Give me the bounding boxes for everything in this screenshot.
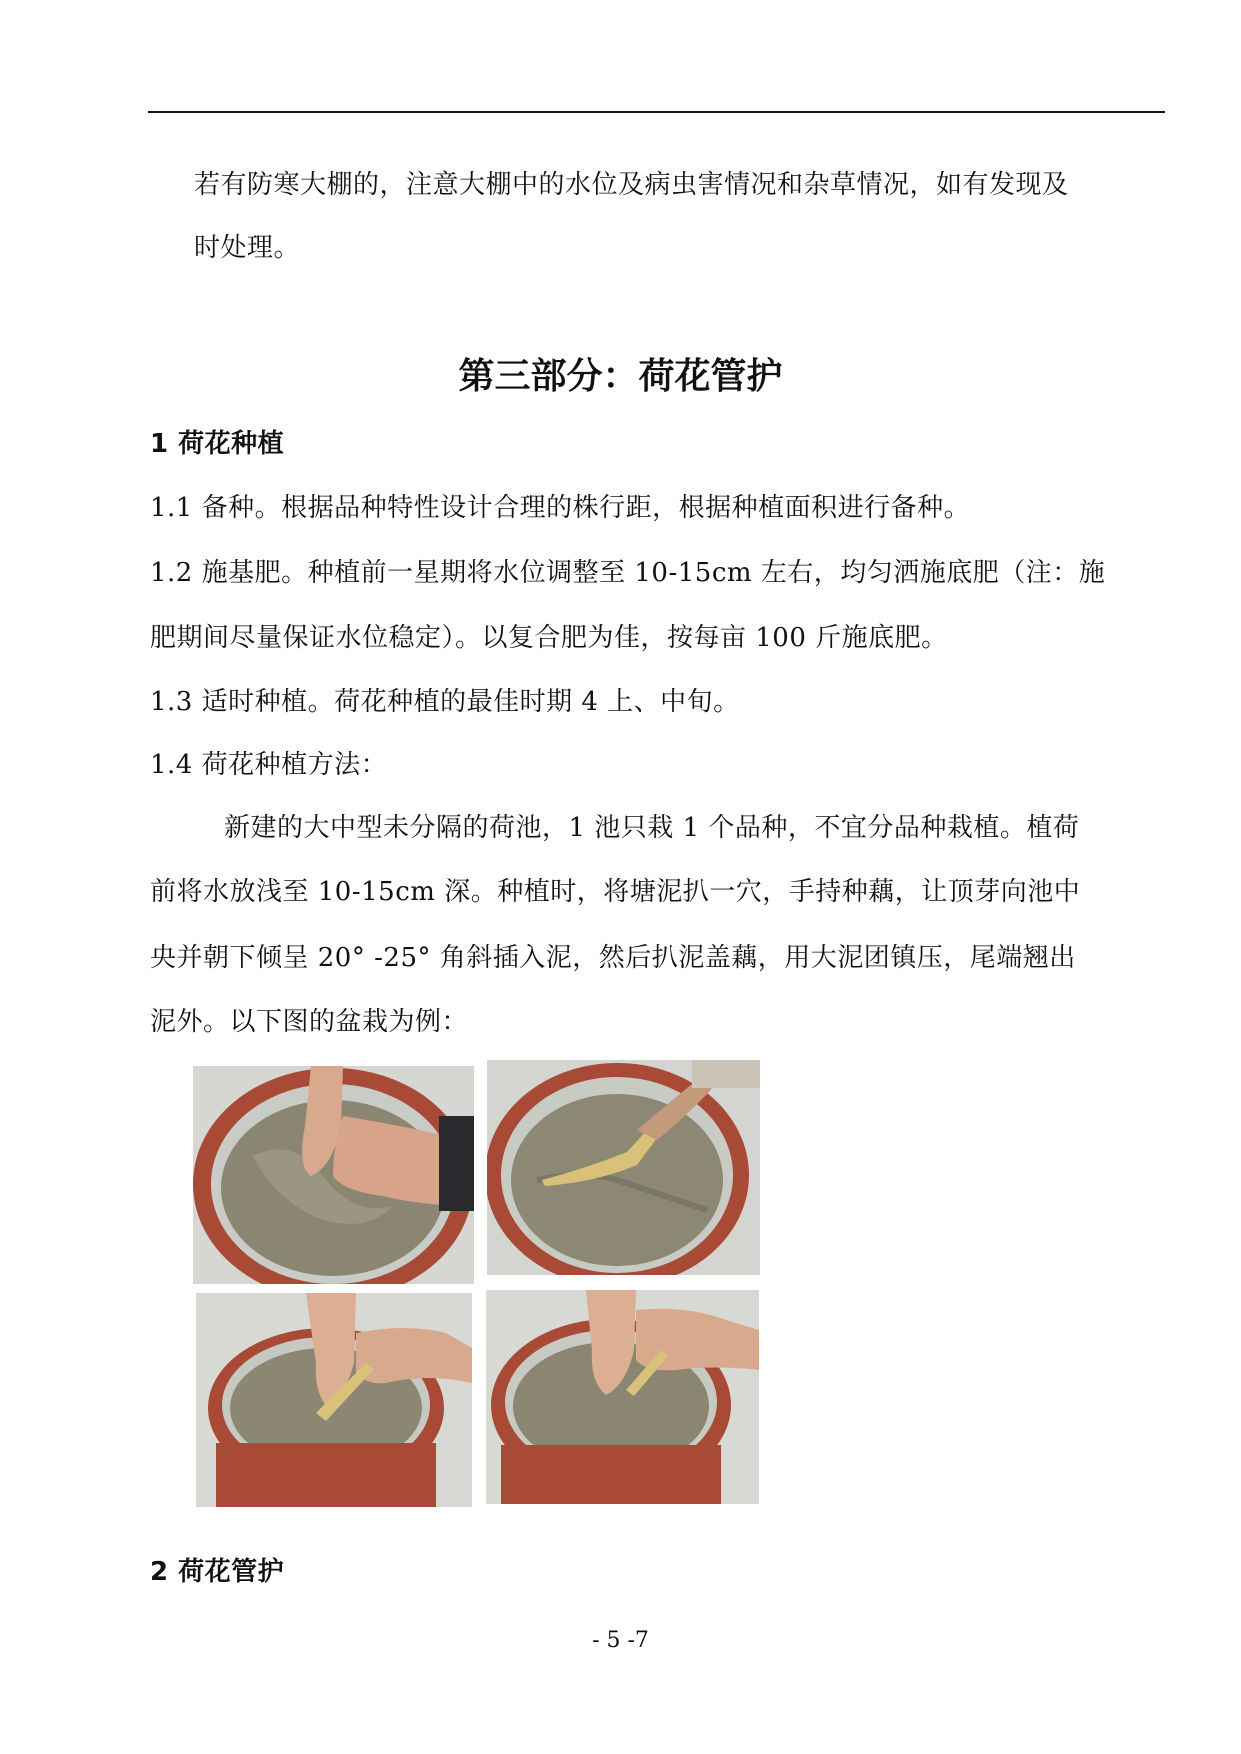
part-title: 第三部分：荷花管护 [458, 356, 783, 397]
method-line-3: 央并朝下倾呈 20° -25° 角斜插入泥，然后扒泥盖藕，用大泥团镇压，尾端翘出 [150, 943, 1076, 973]
photo-pressing-mud [193, 1066, 474, 1284]
photo-covering-lotus-root [486, 1290, 759, 1504]
method-line-4: 泥外。以下图的盆栽为例： [150, 1007, 469, 1037]
section-1-heading: 1 荷花种植 [150, 429, 285, 459]
item-1-4: 1.4 荷花种植方法： [150, 750, 388, 780]
photo-inserting-lotus-root [196, 1293, 472, 1507]
page-number: - 5 -7 [592, 1628, 649, 1653]
intro-paragraph-line-1: 若有防寒大棚的，注意大棚中的水位及病虫害情况和杂草情况，如有发现及 [194, 170, 1069, 200]
section-2-heading: 2 荷花管护 [150, 1557, 285, 1587]
method-line-2: 前将水放浅至 10-15cm 深。种植时，将塘泥扒一穴，手持种藕，让顶芽向池中 [150, 877, 1081, 907]
header-rule [148, 111, 1165, 113]
item-1-1: 1.1 备种。根据品种特性设计合理的株行距，根据种植面积进行备种。 [150, 493, 971, 523]
item-1-2-line-1: 1.2 施基肥。种植前一星期将水位调整至 10-15cm 左右，均匀洒施底肥（注：施 [150, 558, 1106, 588]
method-line-1: 新建的大中型未分隔的荷池，1 池只栽 1 个品种，不宜分品种栽植。植荷 [224, 813, 1080, 843]
intro-paragraph-line-2: 时处理。 [194, 233, 301, 263]
photo-holding-lotus-root [487, 1060, 760, 1275]
item-1-2-line-2: 肥期间尽量保证水位稳定）。以复合肥为佳，按每亩 100 斤施底肥。 [150, 623, 948, 653]
item-1-3: 1.3 适时种植。荷花种植的最佳时期 4 上、中旬。 [150, 687, 740, 717]
